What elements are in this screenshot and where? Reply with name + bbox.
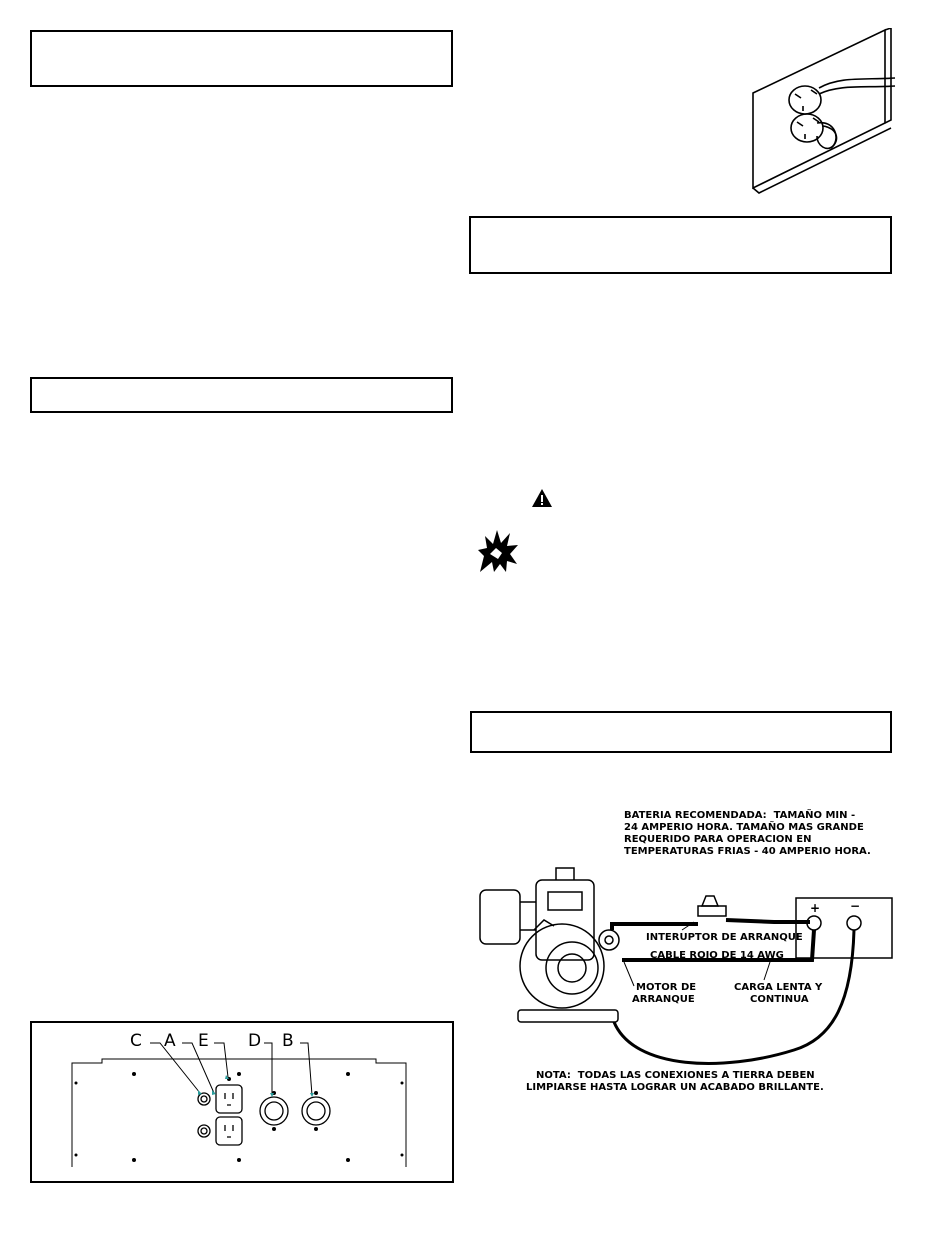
battery-recommendation-4: TEMPERATURAS FRIAS - 40 AMPERIO HORA. — [624, 846, 871, 857]
section-box-4 — [470, 711, 892, 753]
trickle-charge-label-2: CONTINUA — [750, 994, 809, 1005]
starter-motor-label-1: MOTOR DE — [636, 982, 697, 993]
control-panel-diagram — [30, 1021, 454, 1183]
trickle-charge-label-1: CARGA LENTA Y — [734, 982, 823, 993]
battery-recommendation-2: 24 AMPERIO HORA. TAMAÑO MAS GRANDE — [624, 822, 864, 833]
warning-triangle-icon — [531, 488, 553, 508]
callout-a: A — [164, 1031, 177, 1051]
red-cable-label: CABLE ROJO DE 14 AWG — [650, 950, 784, 961]
explosion-icon — [476, 528, 520, 574]
outlet-plug-illustration — [745, 28, 900, 198]
section-box-2 — [30, 377, 453, 413]
grounding-note-2: LIMPIARSE HASTA LOGRAR UN ACABADO BRILLANTE. — [526, 1082, 824, 1093]
starter-motor-label-2: ARRANQUE — [632, 994, 695, 1005]
callout-b: B — [282, 1031, 295, 1051]
battery-wiring-diagram — [474, 810, 894, 1100]
section-box-1 — [30, 30, 453, 87]
battery-minus-sign: − — [850, 899, 861, 913]
grounding-note-1: NOTA: TODAS LAS CONEXIONES A TIERRA DEBEN — [536, 1070, 815, 1081]
callout-d: D — [248, 1031, 263, 1051]
section-box-3 — [469, 216, 892, 274]
battery-plus-sign: + — [810, 901, 821, 915]
battery-recommendation-3: REQUERIDO PARA OPERACION EN — [624, 834, 812, 845]
callout-c: C — [130, 1031, 143, 1051]
battery-recommendation-1: BATERIA RECOMENDADA: TAMAÑO MIN - — [624, 810, 856, 821]
callout-e: E — [198, 1031, 210, 1051]
start-switch-label: INTERUPTOR DE ARRANQUE — [646, 932, 803, 943]
